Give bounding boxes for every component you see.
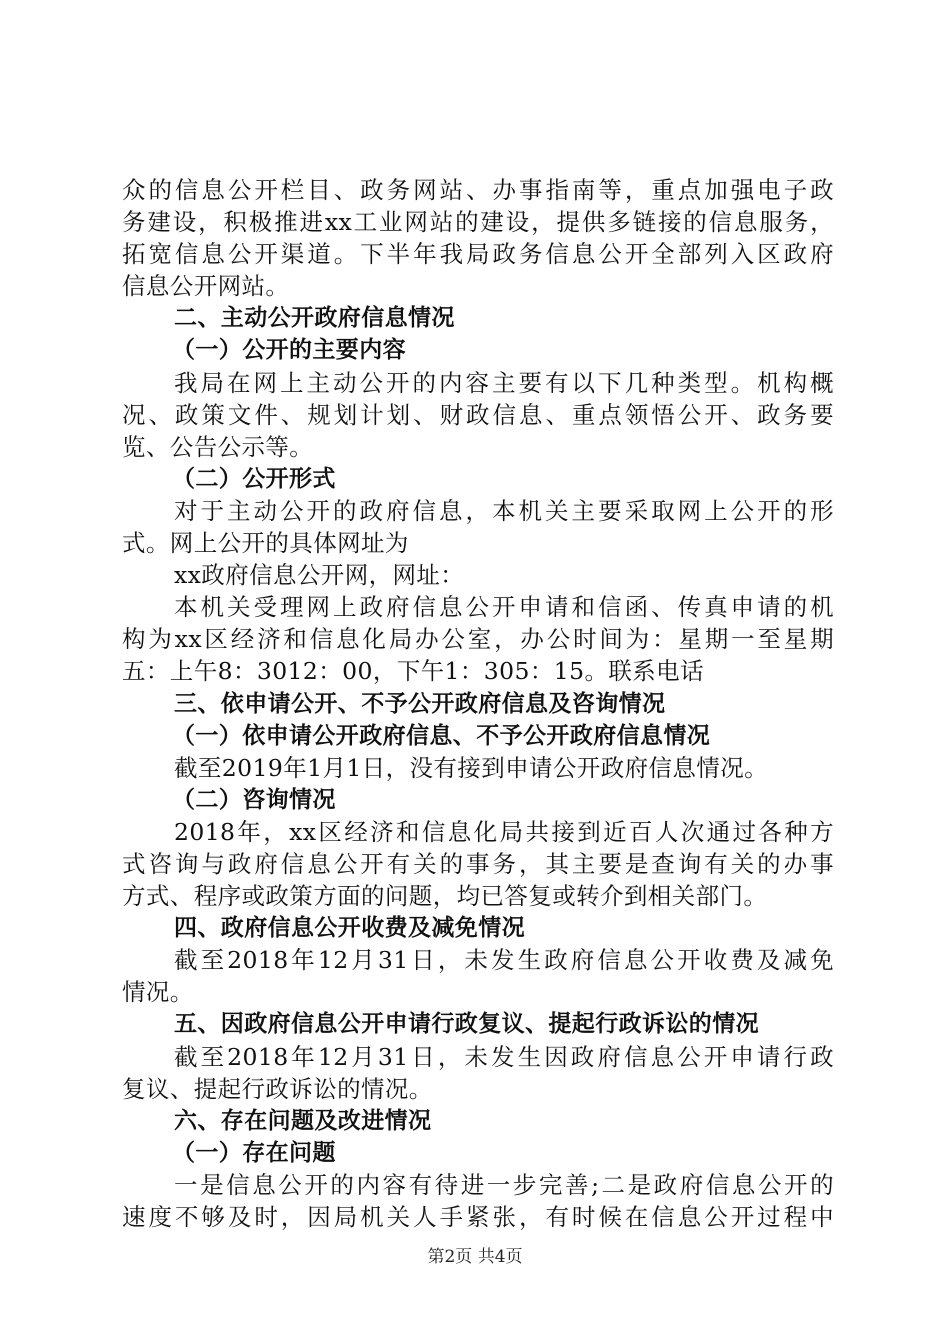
subsection-heading: （一）存在问题 xyxy=(172,1139,336,1166)
body-line: 截至2018年12月31日，未发生政府信息公开收费及减免 xyxy=(174,946,834,975)
body-line: 况、政策文件、规划计划、财政信息、重点领悟公开、政务要 xyxy=(122,400,834,429)
body-line: 截至2018年12月31日，未发生因政府信息公开申请行政 xyxy=(174,1042,834,1071)
body-line: 情况。 xyxy=(122,978,194,1007)
section-heading: 五、因政府信息公开申请行政复议、提起行政诉讼的情况 xyxy=(174,1011,759,1038)
section-heading: 三、依申请公开、不予公开政府信息及咨询情况 xyxy=(174,690,666,717)
body-line: 本机关受理网上政府信息公开申请和信函、传真申请的机 xyxy=(174,593,834,622)
page-number-footer: 第2页 共4页 xyxy=(427,1247,523,1267)
body-line: 2018年，xx区经济和信息化局共接到近百人次通过各种方 xyxy=(174,817,834,846)
subsection-heading: （二）公开形式 xyxy=(172,465,336,492)
body-line: 构为xx区经济和信息化局办公室，办公时间为：星期一至星期 xyxy=(122,625,834,654)
body-line: 方式、程序或政策方面的问题，均已答复或转介到相关部门。 xyxy=(122,882,768,911)
body-line: 截至2019年1月1日，没有接到申请公开政府信息情况。 xyxy=(174,753,769,782)
section-heading: 二、主动公开政府信息情况 xyxy=(174,305,455,332)
body-line: 信息公开网站。 xyxy=(122,272,290,301)
body-line: 对于主动公开的政府信息，本机关主要采取网上公开的形 xyxy=(174,496,834,525)
body-line: 务建设，积极推进xx工业网站的建设，提供多链接的信息服务， xyxy=(122,208,834,237)
body-line: xx政府信息公开网，网址： xyxy=(174,561,465,590)
body-line: 复议、提起行政诉讼的情况。 xyxy=(122,1074,433,1103)
body-line: 速度不够及时，因局机关人手紧张，有时候在信息公开过程中 xyxy=(122,1203,834,1231)
section-heading: 六、存在问题及改进情况 xyxy=(174,1107,432,1134)
subsection-heading: （二）咨询情况 xyxy=(172,786,336,813)
body-line: 式咨询与政府信息公开有关的事务，其主要是查询有关的办事 xyxy=(122,849,834,878)
body-line: 览、公告公示等。 xyxy=(122,432,314,461)
body-line: 式。网上公开的具体网址为 xyxy=(122,529,409,558)
subsection-heading: （一）依申请公开政府信息、不予公开政府信息情况 xyxy=(172,722,711,749)
subsection-heading: （一）公开的主要内容 xyxy=(172,337,406,364)
section-heading: 四、政府信息公开收费及减免情况 xyxy=(174,915,525,942)
body-line: 一是信息公开的内容有待进一步完善;二是政府信息公开的 xyxy=(174,1170,834,1199)
body-line: 众的信息公开栏目、政务网站、办事指南等，重点加强电子政 xyxy=(122,176,834,204)
body-line: 我局在网上主动公开的内容主要有以下几种类型。机构概 xyxy=(174,368,834,397)
document-body xyxy=(122,174,834,1233)
body-line: 五：上午8：3012：00，下午1：305：15。联系电话 xyxy=(122,657,704,686)
body-line: 拓宽信息公开渠道。下半年我局政务信息公开全部列入区政府 xyxy=(122,240,834,269)
